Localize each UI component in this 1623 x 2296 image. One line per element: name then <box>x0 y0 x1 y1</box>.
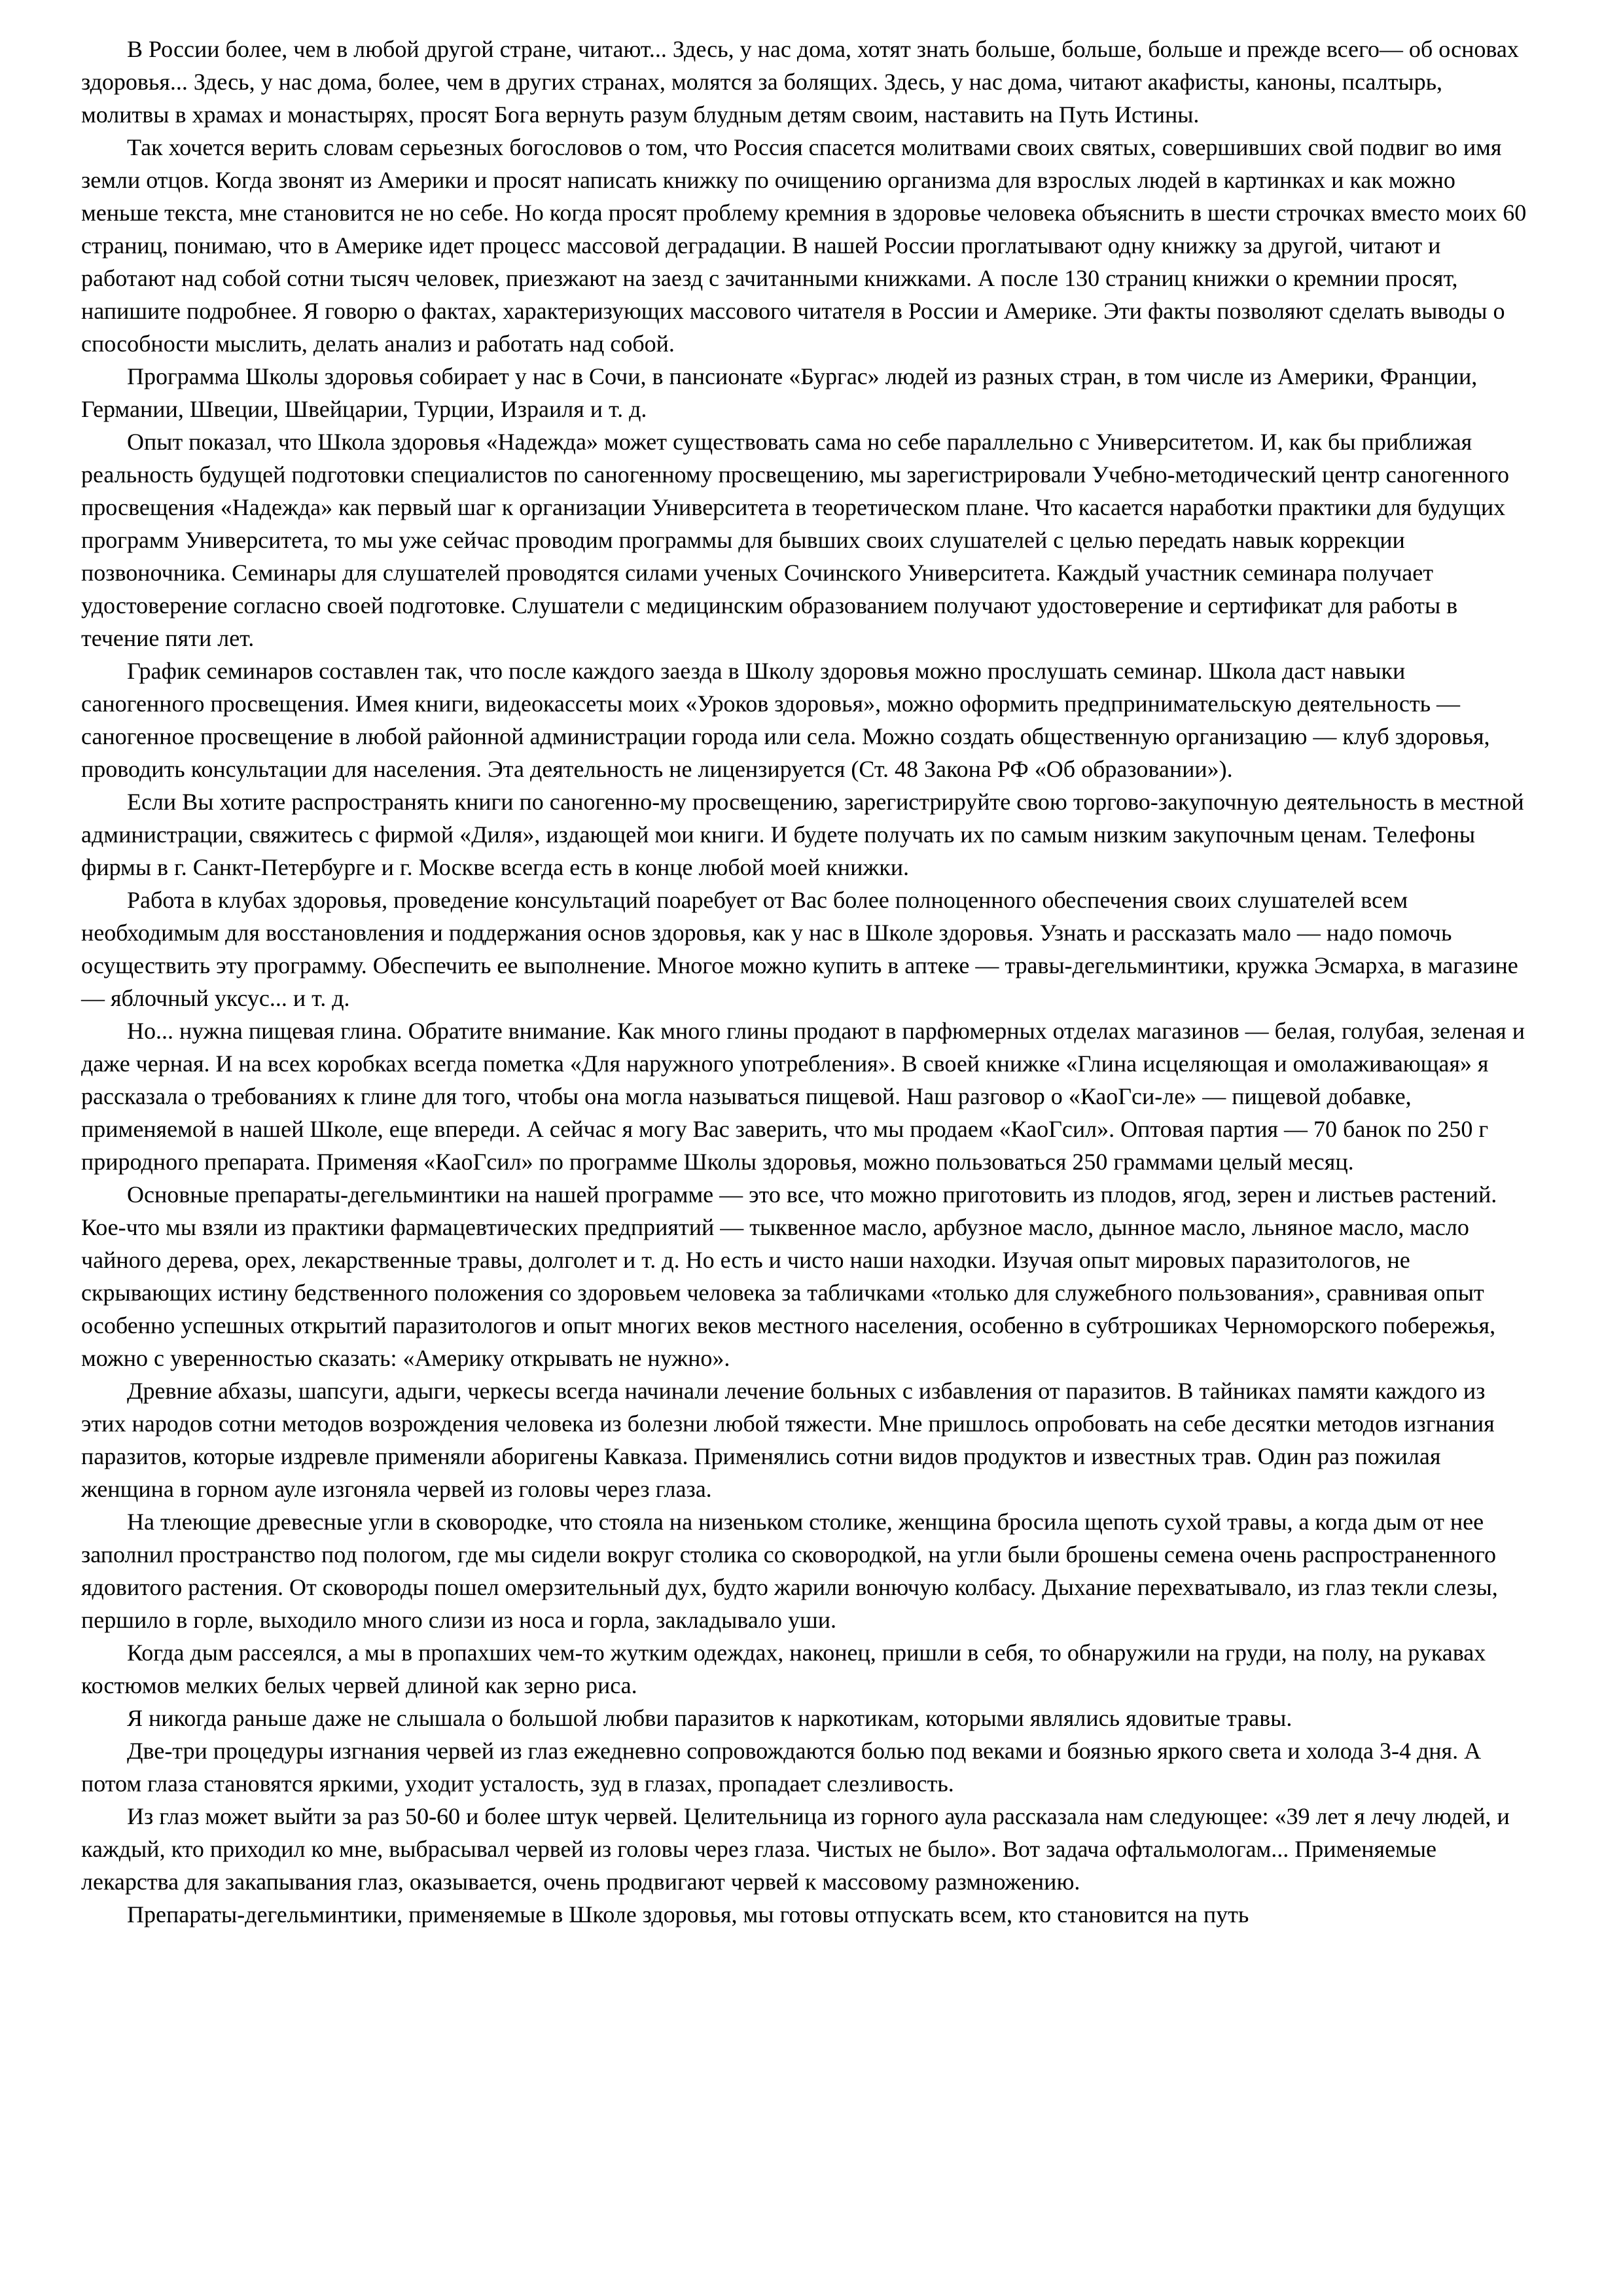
paragraph-9: Основные препараты-дегельминтики на нашей программе — это все, что можно приготовить из плодов, ягод, зерен и листьев растений. Кое-что мы взяли из практики фармацевтических предприятий — тыквенное масло, арбузное масло, дынное масло, льняное масло, масло чайного дерева, орех, лекарственные травы, долголет и т. д. Но есть и чисто наши находки. Изучая опыт мировых паразитологов, не скрывающих истину бедственного положения со здоровьем человека за табличками «только для служебного пользования», сравнивая опыт особенно успешных открытий паразитологов и опыт многих веков местного населения, особенно в субтрошиках Черноморского побережья, можно с уверенностью сказать: «Америку открывать не нужно». <box>81 1181 1497 1371</box>
paragraph-3: Программа Школы здоровья собирает у нас в Сочи, в пансионате «Бургас» людей из разных стран, в том числе из Америки, Франции, Германии, Швеции, Швейцарии, Турции, Израиля и т. д. <box>81 363 1478 422</box>
paragraph-15: Из глаз может выйти за раз 50-60 и более штук червей. Целительница из горного аула рассказала нам следующее: «39 лет я лечу людей, и каждый, кто приходил ко мне, выбрасывал червей из головы через глаза. Чистых не было». Вот задача офтальмологам... Применяемые лекарства для закапывания глаз, оказывается, очень продвигают червей к массовому размножению. <box>81 1803 1510 1895</box>
paragraph-4: Опыт показал, что Школа здоровья «Надежда» может существовать сама но себе параллельно с Университетом. И, как бы приближая реальность будущей подготовки специалистов по саногенному просвещению, мы зарегистрировали Учебно-методический центр саногенного просвещения «Надежда» как первый шаг к организации Университета в теоретическом плане. Что касается наработки практики для будущих программ Университета, то мы уже сейчас проводим программы для бывших своих слушателей с целью передать навык коррекции позвоночника. Семинары для слушателей проводятся силами ученых Сочинского Университета. Каждый участник семинара получает удостоверение согласно своей подготовке. Слушатели с медицинским образованием получают удостоверение и сертификат для работы в течение пяти лет. <box>81 429 1510 651</box>
paragraph-13: Я никогда раньше даже не слышала о большой любви паразитов к наркотикам, которыми являлись ядовитые травы. <box>127 1705 1293 1731</box>
paragraph-5: График семинаров составлен так, что после каждого заезда в Школу здоровья можно прослушать семинар. Школа даст навыки саногенного просвещения. Имея книги, видеокассеты моих «Уроков здоровья», можно оформить предпринимательскую деятельность — саногенное просвещение в любой районной администрации города или села. Можно создать общественную организацию — клуб здоровья, проводить консультации для населения. Эта деятельность не лицензируется (Ст. 48 Закона РФ «Об образовании»). <box>81 658 1490 782</box>
paragraph-14: Две-три процедуры изгнания червей из глаз ежедневно сопровождаются болью под веками и боязнью яркого света и холода 3-4 дня. А потом глаза становятся яркими, уходит усталость, зуд в глазах, пропадает слезливость. <box>81 1738 1482 1797</box>
paragraph-6: Если Вы хотите распространять книги по саногенно-му просвещению, зарегистрируйте свою торгово-закупочную деятельность в местной администрации, свяжитесь с фирмой «Диля», издающей мои книги. И будете получать их по самым низким закупочным ценам. Телефоны фирмы в г. Санкт-Петербурге и г. Москве всегда есть в конце любой моей книжки. <box>81 789 1524 880</box>
paragraph-12: Когда дым рассеялся, а мы в пропахших чем-то жутким одеждах, наконец, пришли в себя, то обнаружили на груди, на полу, на рукавах костюмов мелких белых червей длиной как зерно риса. <box>81 1640 1486 1698</box>
document-page <box>81 33 1533 1931</box>
paragraph-2: Так хочется верить словам серьезных богословов о том, что Россия спасется молитвами своих святых, совершивших свой подвиг во имя земли отцов. Когда звонят из Америки и просят написать книжку по очищению организма для взрослых людей в картинках и как можно меньше текста, мне становится не но себе. Но когда просят проблему кремния в здоровье человека объяснить в шести строчках вместо моих 60 страниц, понимаю, что в Америке идет процесс массовой деградации. В нашей России проглатывают одну книжку за другой, читают и работают над собой сотни тысяч человек, приезжают на заезд с зачитанными книжками. А после 130 страниц книжки о кремнии просят, напишите подробнее. Я говорю о фактах, характеризующих массового читателя в России и Америке. Эти факты позволяют сделать выводы о способности мыслить, делать анализ и работать над собой. <box>81 134 1527 357</box>
paragraph-10: Древние абхазы, шапсуги, адыги, черкесы всегда начинали лечение больных с избавления от паразитов. В тайниках памяти каждого из этих народов сотни методов возрождения человека из болезни любой тяжести. Мне пришлось опробовать на себе десятки методов изгнания паразитов, которые издревле применяли аборигены Кавказа. Применялись сотни видов продуктов и известных трав. Один раз пожилая женщина в горном ауле изгоняла червей из головы через глаза. <box>81 1378 1495 1502</box>
paragraph-7: Работа в клубах здоровья, проведение консультаций поаребует от Вас более полноценного обеспечения своих слушателей всем необходимым для восстановления и поддержания основ здоровья, как у нас в Школе здоровья. Узнать и рассказать мало — надо помочь осуществить эту программу. Обеспечить ее выполнение. Многое можно купить в аптеке — травы-дегельминтики, кружка Эсмарха, в магазине — яблочный уксус... и т. д. <box>81 887 1518 1011</box>
paragraph-1: В России более, чем в любой другой стране, читают... Здесь, у нас дома, хотят знать больше, больше, больше и прежде всего— об основах здоровья... Здесь, у нас дома, более, чем в других странах, молятся за болящих. Здесь, у нас дома, читают акафисты, каноны, псалтырь, молитвы в храмах и монастырях, просят Бога вернуть разум блудным детям своим, наставить на Путь Истины. <box>81 36 1519 128</box>
paragraph-16: Препараты-дегельминтики, применяемые в Школе здоровья, мы готовы отпускать всем, кто становится на путь <box>127 1901 1249 1928</box>
paragraph-8: Но... нужна пищевая глина. Обратите внимание. Как много глины продают в парфюмерных отделах магазинов — белая, голубая, зеленая и даже черная. И на всех коробках всегда пометка «Для наружного употребления». В своей книжке «Глина исцеляющая и омолаживающая» я рассказала о требованиях к глине для того, чтобы она могла называться пищевой. Наш разговор о «КаоГси-ле» — пищевой добавке, применяемой в нашей Школе, еще впереди. А сейчас я могу Вас заверить, что мы продаем «КаоГсил». Оптовая партия — 70 банок по 250 г природного препарата. Применяя «КаоГсил» по программе Школы здоровья, можно пользоваться 250 граммами целый месяц. <box>81 1018 1525 1175</box>
paragraph-11: На тлеющие древесные угли в сковородке, что стояла на низеньком столике, женщина бросила щепоть сухой травы, а когда дым от нее заполнил пространство под пологом, где мы сидели вокруг столика со сковородкой, на угли были брошены семена очень распространенного ядовитого растения. От сковороды пошел омерзительный дух, будто жарили вонючую колбасу. Дыхание перехватывало, из глаз текли слезы, першило в горле, выходило много слизи из носа и горла, закладывало уши. <box>81 1509 1498 1633</box>
